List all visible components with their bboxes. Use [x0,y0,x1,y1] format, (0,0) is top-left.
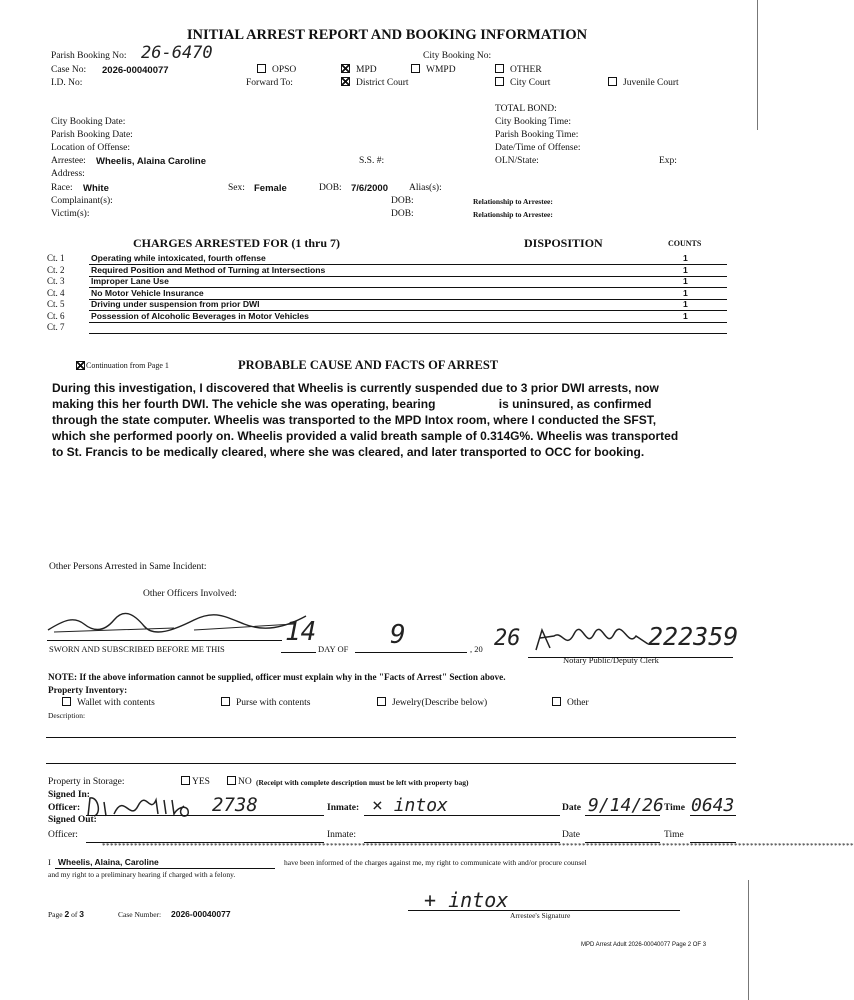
signed-in-label: Signed In: [48,790,90,800]
sworn-day-value: 14 [285,617,317,647]
sworn-month-value: 9 [390,620,406,650]
signed-out-officer-label: Officer: [48,830,78,840]
charge-row [47,311,727,322]
location-of-offense-label: Location of Offense: [51,143,130,153]
counts-heading: COUNTS [668,239,702,248]
total-bond-label: TOTAL BOND: [495,104,557,114]
page-indicator: Page 2 of 3 [48,909,84,919]
sex-label: Sex: [228,183,245,193]
ack-text-1: have been informed of the charges against me, my right to communicate with and/or procure counsel [284,858,587,867]
checkbox-district-court-checked[interactable] [341,77,350,86]
checkbox-juvenile-court[interactable] [608,77,617,86]
charge-row [47,253,727,264]
city-booking-no-label: City Booking No: [423,51,492,61]
forward-juvenile-court: Juvenile Court [608,78,679,88]
case-number-value: 2026-00040077 [171,909,231,919]
checkbox-mpd-checked[interactable] [341,64,350,73]
checkbox-wmpd[interactable] [411,64,420,73]
document-id-footer: MPD Arrest Adult 2026-00040077 Page 2 OF 3 [581,942,707,948]
checkbox-wallet[interactable] [62,697,71,706]
city-booking-time-label: City Booking Time: [495,117,572,127]
day-line [281,652,316,653]
arrestee-signature-label: Arrestee's Signature [510,911,571,920]
agency-mpd: MPD [341,65,377,75]
arrestee-label: Arrestee: [51,156,86,166]
property-other: Other [552,698,589,708]
property-wallet: Wallet with contents [62,698,155,708]
signed-in-officer-label: Officer: [48,803,81,813]
notary-number: 222359 [648,622,739,651]
year-prefix: , 20 [470,644,483,654]
ack-prefix: I [48,857,51,867]
charge-description: Driving under suspension from prior DWI [91,299,260,309]
narrative-line: During this investigation, I discovered that Wheelis is currently suspended due to 3 prior DWI arrests, now [52,381,659,395]
checkbox-opso[interactable] [257,64,266,73]
checkbox-jewelry[interactable] [377,697,386,706]
narrative-line: through the state computer. Wheelis was transported to the MPD Intox room, where I conducted the SFST, [52,413,657,427]
checkbox-other[interactable] [495,64,504,73]
charge-row [47,276,727,287]
arrestee-signature: + intox [424,888,509,912]
alias-label: Alias(s): [409,183,442,193]
victim-relationship-label: Relationship to Arrestee: [473,210,553,219]
sworn-label: SWORN AND SUBSCRIBED BEFORE ME THIS [49,644,225,654]
charge-description: Possession of Alcoholic Beverages in Motor Vehicles [91,310,309,321]
agency-opso: OPSO [257,65,296,75]
forward-city-court: City Court [495,78,550,88]
property-inventory-label: Property Inventory: [48,685,128,695]
forward-district-court: District Court [341,78,409,88]
officer-line [86,815,324,816]
description-line [46,737,736,738]
note-text: NOTE: If the above information cannot be supplied, officer must explain why in the "Facts of Arrest" Section above. [48,672,506,682]
charge-count-number: Ct. 2 [47,264,65,275]
ss-label: S.S. #: [359,156,385,166]
description-label: Description: [48,711,86,720]
charge-underline [89,333,727,334]
disposition-heading: DISPOSITION [524,236,603,250]
day-of-label: DAY OF [318,644,349,654]
property-jewelry: Jewelry(Describe below) [377,698,487,708]
charge-counts: 1 [683,276,688,286]
charge-counts: 1 [683,310,688,321]
notary-signature [532,624,652,656]
race-value: White [83,183,109,194]
parish-booking-time-label: Parish Booking Time: [495,130,579,140]
property-purse: Purse with contents [221,698,310,708]
address-label: Address: [51,169,85,179]
complainant-label: Complainant(s): [51,196,113,206]
complainant-relationship-label: Relationship to Arrestee: [473,197,553,206]
notary-label: Notary Public/Deputy Clerk [563,655,659,665]
month-line [355,652,467,653]
inmate-line [364,815,560,816]
signed-in-inmate-value: × intox [372,795,448,816]
dob-label: DOB: [319,183,342,193]
probable-cause-heading: PROBABLE CAUSE AND FACTS OF ARREST [238,358,499,372]
officer-signature-line [47,640,282,641]
sex-value: Female [254,183,287,194]
signed-out-time-label: Time [664,830,684,840]
storage-yes: YES [181,777,210,787]
charge-count-number: Ct. 6 [47,310,65,321]
charge-row [47,265,727,276]
checkbox-purse[interactable] [221,697,230,706]
charge-count-number: Ct. 1 [47,253,65,263]
time-line [690,815,736,816]
other-officers-label: Other Officers Involved: [143,589,237,599]
charge-description: Improper Lane Use [91,276,169,286]
document-title: INITIAL ARREST REPORT AND BOOKING INFORMATION [186,27,588,43]
dob-value: 7/6/2000 [351,183,388,194]
charge-row [47,288,727,299]
signed-in-officer-number: 2738 [212,794,258,816]
ack-name-line [55,868,275,869]
sworn-year-value: 26 [494,626,521,651]
signed-in-time-label: Time [664,803,685,813]
parish-booking-no-value: 26-6470 [141,43,213,63]
checkbox-city-court[interactable] [495,77,504,86]
id-no-label: I.D. No: [51,78,83,88]
complainant-dob-label: DOB: [391,196,414,206]
datetime-of-offense-label: Date/Time of Offense: [495,143,581,153]
signed-in-date-label: Date [562,803,581,813]
date-line [585,815,660,816]
charge-count-number: Ct. 4 [47,287,65,298]
signed-out-label: Signed Out: [48,815,97,825]
continuation-note: Continuation from Page 1 [76,361,169,371]
checkbox-storage-no[interactable] [227,776,236,785]
narrative-line: making this her fourth DWI. The vehicle she was operating, bearing is uninsured, as confirmed [52,397,652,411]
case-no-value: 2026-00040077 [102,65,169,76]
officer-signature [44,610,314,638]
charge-counts: 1 [683,287,688,298]
parish-booking-no-label: Parish Booking No: [51,51,127,61]
scan-edge-line [748,880,749,1000]
race-label: Race: [51,183,73,193]
description-line [46,763,736,764]
charge-count-number: Ct. 3 [47,276,65,286]
charge-counts: 1 [683,253,688,263]
storage-no: NO [227,777,252,787]
probable-cause-narrative [52,380,714,460]
scan-edge-line [757,0,758,130]
arrestee-name: Wheelis, Alaina Caroline [96,156,206,167]
oln-state-label: OLN/State: [495,156,539,166]
charges-heading: CHARGES ARRESTED FOR (1 thru 7) [133,236,341,250]
agency-wmpd: WMPD [411,65,456,75]
charge-count-number: Ct. 7 [47,322,65,332]
charge-counts: 1 [683,299,688,309]
signed-in-date-value: 9/14/26 [588,795,664,816]
signed-out-date-label: Date [562,830,580,840]
charge-description: No Motor Vehicle Insurance [91,287,204,298]
victim-dob-label: DOB: [391,209,414,219]
case-number-label: Case Number: [118,910,162,919]
exp-label: Exp: [659,156,677,166]
ack-name: Wheelis, Alaina, Caroline [58,857,159,867]
charge-row [47,322,727,333]
other-persons-label: Other Persons Arrested in Same Incident: [49,562,207,572]
forward-to-label: Forward To: [246,78,293,88]
signed-out-inmate-label: Inmate: [327,830,357,840]
narrative-line: to St. Francis to be medically cleared, where she was cleared, and later transported to OCC for booking. [52,445,645,459]
checkbox-property-other[interactable] [552,697,561,706]
storage-note: (Receipt with complete description must be left with property bag) [256,778,469,787]
victim-label: Victim(s): [51,209,90,219]
charge-description: Required Position and Method of Turning at Intersections [91,264,326,275]
checkbox-continuation-checked[interactable] [76,361,85,370]
signed-in-inmate-label: Inmate: [327,803,360,813]
charge-row [47,299,727,310]
charge-counts: 1 [683,264,688,275]
parish-booking-date-label: Parish Booking Date: [51,130,133,140]
ack-text-2: and my right to a preliminary hearing if charged with a felony. [48,870,236,879]
signed-in-time-value: 0643 [691,795,735,816]
case-no-label: Case No: [51,65,87,75]
agency-other: OTHER [495,65,542,75]
asterisk-separator: ******************************************************************************************************************************************************************************************** [102,842,854,850]
charge-count-number: Ct. 5 [47,299,65,309]
charge-description: Operating while intoxicated, fourth offense [91,253,266,263]
city-booking-date-label: City Booking Date: [51,117,126,127]
narrative-line: which she performed poorly on. Wheelis provided a valid breath sample of 0.314G%. Wheelis was transported [52,429,679,443]
checkbox-storage-yes[interactable] [181,776,190,785]
storage-label: Property in Storage: [48,777,125,787]
